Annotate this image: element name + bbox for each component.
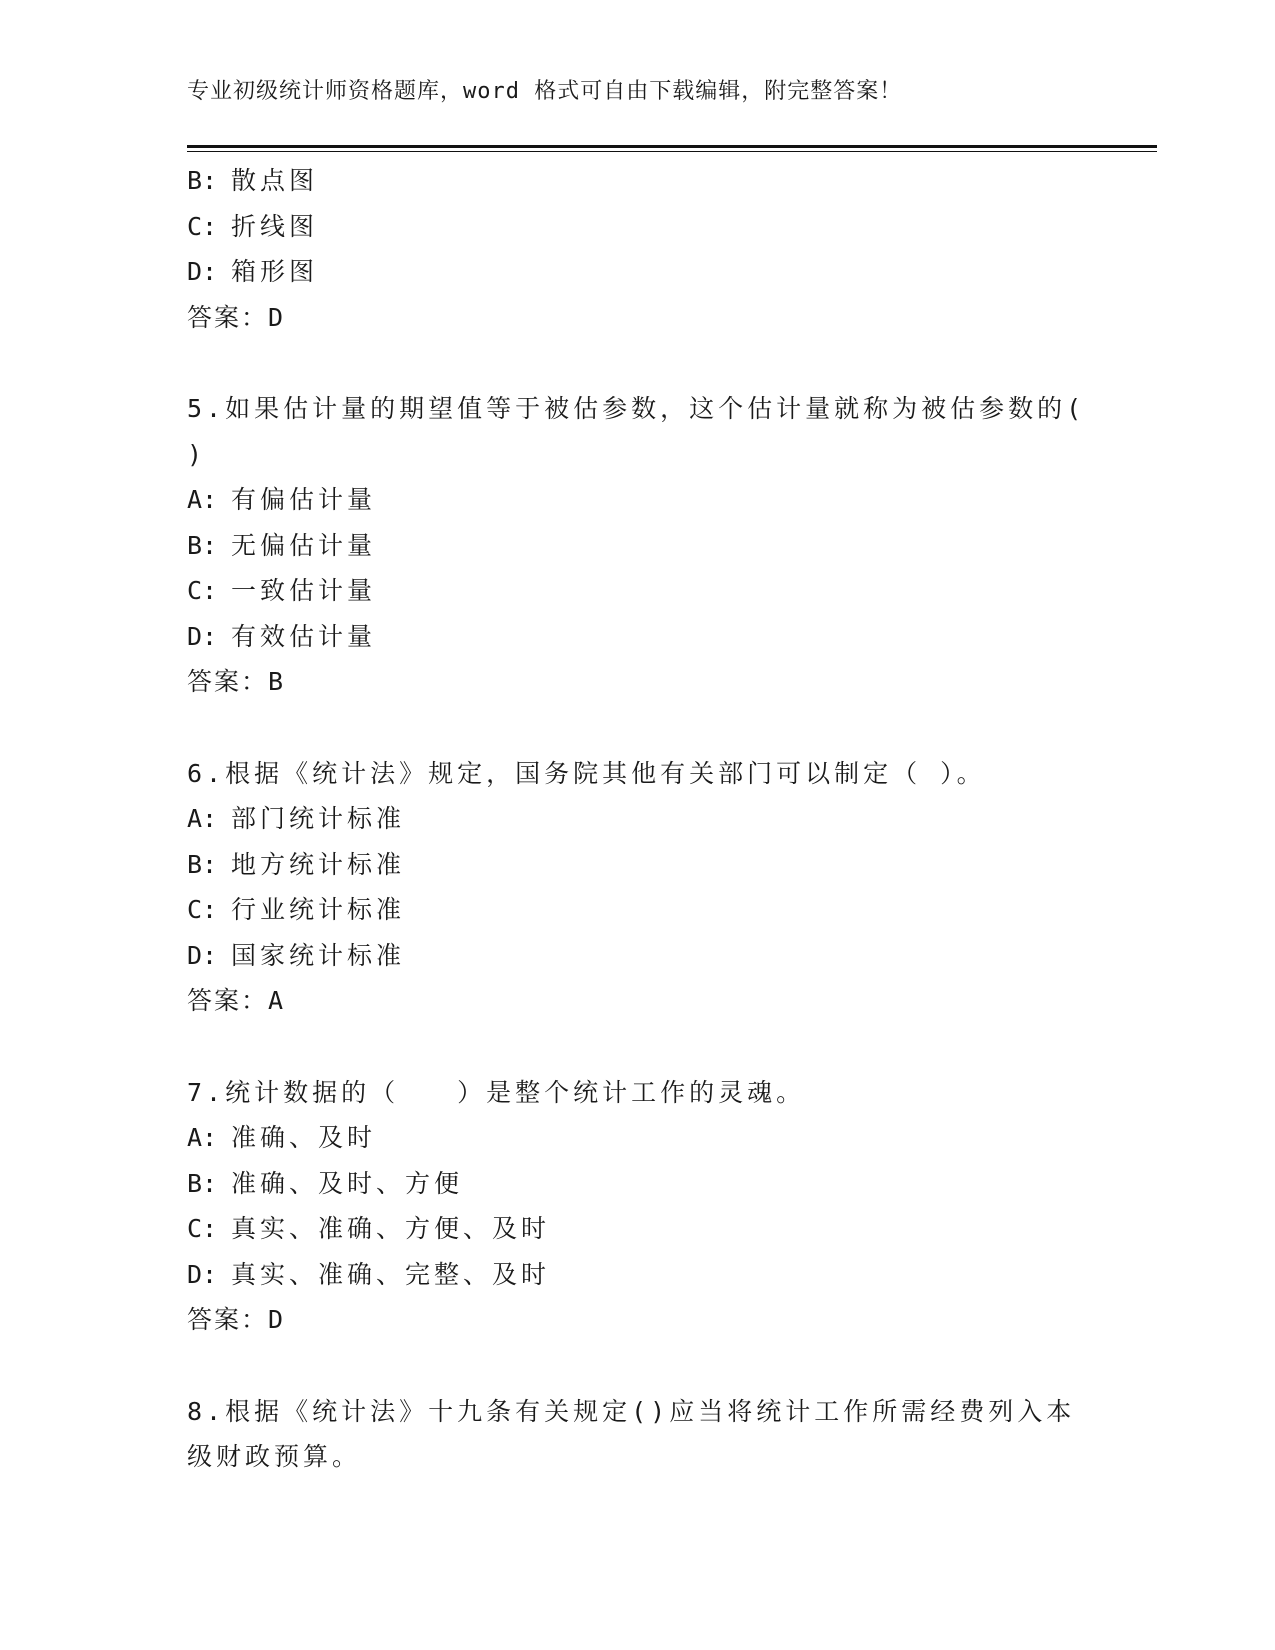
- answer-label: 答案：: [187, 302, 269, 332]
- answer-label: 答案：: [187, 1305, 269, 1334]
- option-text: 散点图: [231, 166, 319, 195]
- option-item: [187, 1161, 1087, 1207]
- option-text: 箱形图: [231, 257, 319, 286]
- option-text: 准确、及时、方便: [231, 1168, 464, 1198]
- option-letter: C:: [187, 211, 218, 241]
- option-item: [187, 568, 1087, 614]
- option-text: 一致估计量: [231, 576, 377, 605]
- header-rule-thick: [187, 145, 1157, 148]
- question-text: 7.统计数据的（ ）是整个统计工作的灵魂。: [187, 1077, 806, 1107]
- answer-line: [187, 1297, 1087, 1343]
- question-7: [187, 1070, 1087, 1343]
- option-letter: C:: [187, 1214, 218, 1243]
- spacer: [187, 1343, 1087, 1389]
- option-text: 部门统计标准: [231, 804, 406, 833]
- question-text: 6.根据《统计法》规定，国务院其他有关部门可以制定（ ）。: [187, 758, 986, 788]
- option-item: [187, 477, 1087, 523]
- option-letter: A:: [187, 804, 218, 833]
- option-text: 地方统计标准: [231, 849, 406, 879]
- answer-line: [187, 978, 1087, 1024]
- option-letter: D:: [187, 940, 218, 970]
- option-item: [187, 887, 1087, 933]
- question-8: [187, 1389, 1087, 1480]
- option-text: 真实、准确、完整、及时: [231, 1259, 551, 1289]
- option-letter: D:: [187, 621, 218, 651]
- spacer: [187, 705, 1087, 751]
- spacer: [187, 1024, 1087, 1070]
- option-text: 国家统计标准: [231, 940, 406, 970]
- option-letter: A:: [187, 1123, 218, 1152]
- question-text: 8.根据《统计法》十九条有关规定()应当将统计工作所需经费列入本: [187, 1396, 1076, 1426]
- spacer: [187, 340, 1087, 386]
- answer-line: [187, 295, 1087, 341]
- option-item: [187, 614, 1087, 660]
- option-text: 有偏估计量: [231, 485, 377, 514]
- option-item: [187, 842, 1087, 888]
- option-letter: D:: [187, 257, 218, 286]
- option-item: [187, 204, 1087, 250]
- option-item: [187, 158, 1087, 204]
- page-header: 专业初级统计师资格题库，word 格式可自由下载编辑，附完整答案！: [187, 79, 903, 104]
- option-letter: C:: [187, 576, 218, 605]
- option-letter: B:: [187, 1168, 218, 1198]
- answer-label: 答案：: [187, 667, 269, 696]
- option-text: 无偏估计量: [231, 530, 377, 560]
- option-item: [187, 1206, 1087, 1252]
- option-item: [187, 933, 1087, 979]
- answer-line: [187, 659, 1087, 705]
- option-letter: D:: [187, 1259, 218, 1289]
- option-letter: A:: [187, 485, 218, 514]
- option-text: 准确、及时: [231, 1123, 377, 1152]
- option-text: 真实、准确、方便、及时: [231, 1214, 551, 1243]
- option-letter: C:: [187, 895, 218, 924]
- option-item: [187, 523, 1087, 569]
- question-text: ): [187, 439, 207, 469]
- option-item: [187, 249, 1087, 295]
- header-rule-thin: [187, 151, 1157, 152]
- option-text: 有效估计量: [231, 621, 377, 651]
- question-content: [187, 158, 1087, 1480]
- option-text: 行业统计标准: [231, 895, 406, 924]
- option-text: 折线图: [231, 211, 319, 241]
- option-letter: B:: [187, 166, 218, 195]
- answer-value: B: [268, 667, 286, 696]
- option-letter: B:: [187, 530, 218, 560]
- question-text: 级财政预算。: [187, 1442, 362, 1471]
- answer-value: D: [268, 302, 286, 332]
- question-text: 5.如果估计量的期望值等于被估参数，这个估计量就称为被估参数的(: [187, 394, 1086, 423]
- question-5: [187, 386, 1087, 705]
- option-letter: B:: [187, 849, 218, 879]
- answer-value: D: [268, 1305, 286, 1334]
- option-item: [187, 1115, 1087, 1161]
- question-6: [187, 751, 1087, 1024]
- answer-label: 答案：: [187, 986, 269, 1015]
- option-item: [187, 796, 1087, 842]
- answer-value: A: [268, 986, 286, 1015]
- option-item: [187, 1252, 1087, 1298]
